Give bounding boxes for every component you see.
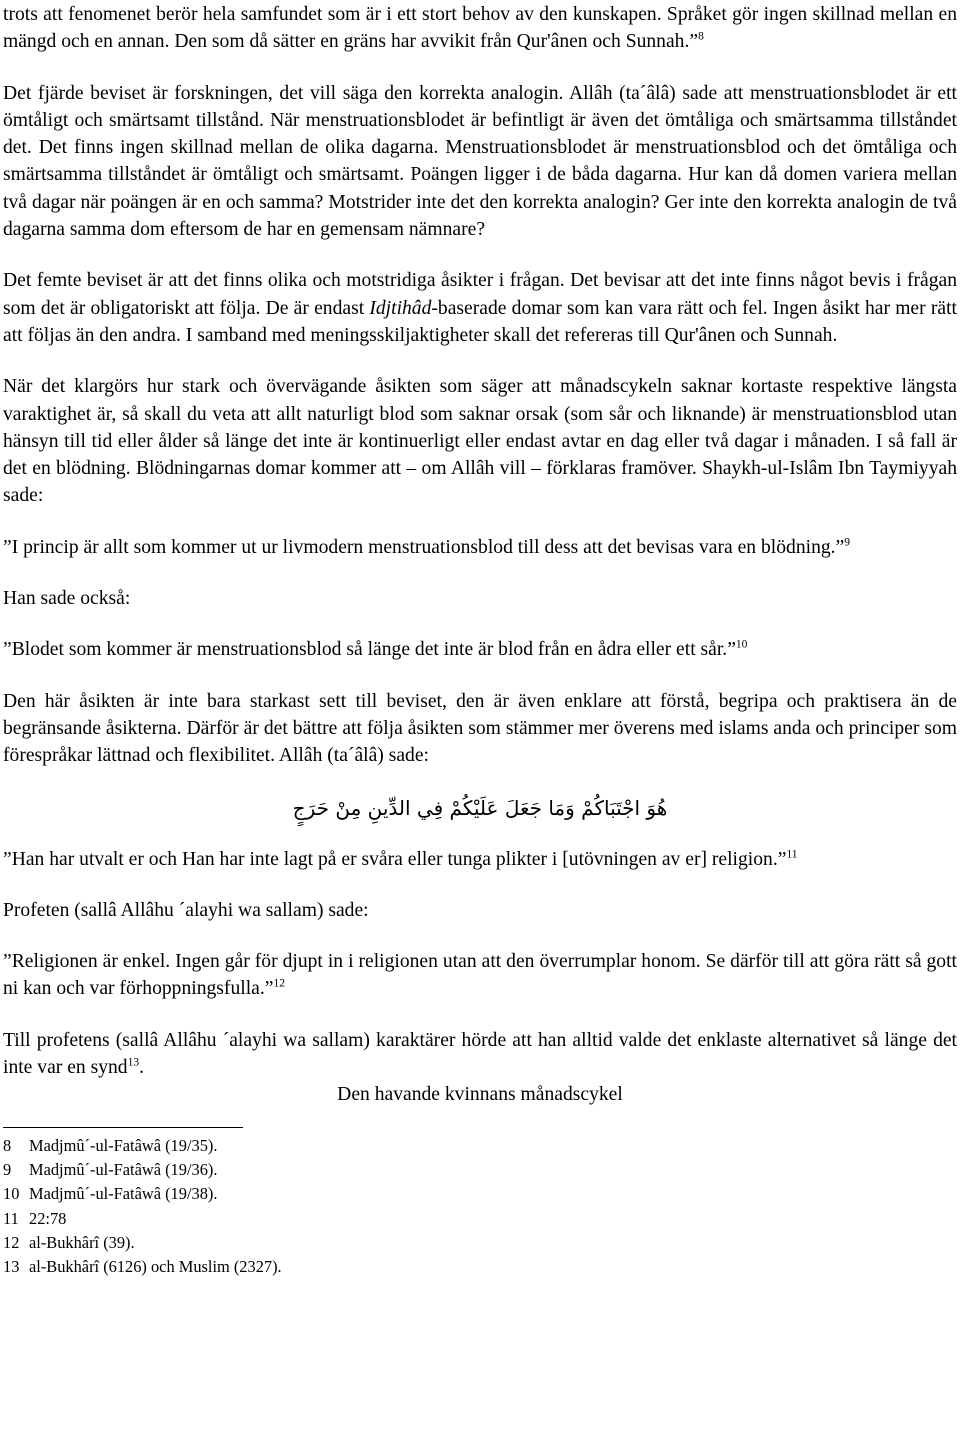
footnote-13: [3, 1255, 957, 1279]
paragraph-he-also-said: Han sade också:: [3, 588, 131, 610]
footnote-ref-11[interactable]: 11: [786, 848, 798, 860]
arabic-verse: هُوَ اجْتَبَاكُمْ وَمَا جَعَلَ عَلَيْكُمْ فِي الدِّينِ مِنْ حَرَجٍ: [292, 795, 668, 820]
footnote-number: 12: [3, 1232, 20, 1252]
footnote-text: 22:78: [29, 1208, 67, 1228]
running-title: Den havande kvinnans månadscykel: [337, 1084, 623, 1106]
paragraph-text: trots att fenomenet berör hela samfundet som är i ett stort behov av den kunskapen. Språket gör ingen skillnad mellan en mängd och en annan. Den som då sätter en gräns har avvikit från Qur'ânen och Sunnah.”: [3, 4, 957, 53]
footnote-number: 11: [3, 1208, 19, 1228]
italic-term: Idjtihâd: [369, 297, 432, 319]
footnote-number: 8: [3, 1135, 12, 1155]
paragraph-text: Det femte beviset är att det finns olika och motstridiga åsikter i frågan. Det bevisar att det inte finns något bevis i frågan som det är obligatoriskt att följa. De är endast: [3, 270, 957, 319]
footnote-10: [3, 1182, 957, 1206]
footnote-8: [3, 1134, 957, 1158]
quote-quran-translation: [3, 846, 957, 873]
paragraph-fifth-proof: [3, 267, 957, 349]
paragraph-language-limits: [3, 1, 957, 56]
footnote-text: Madjmû´-ul-Fatâwâ (19/35).: [29, 1135, 218, 1155]
footnote-text: al-Bukhârî (6126) och Muslim (2327).: [29, 1257, 282, 1277]
footnote-text: al-Bukhârî (39).: [29, 1232, 135, 1252]
footnote-number: 9: [3, 1159, 12, 1179]
quote-text: ”Religionen är enkel. Ingen går för djupt in i religionen utan att den överrumplar honom. Se därför till att göra rätt så gott ni kan och var förhoppningsfulla.”: [3, 951, 957, 1000]
quote-text: ”Han har utvalt er och Han har inte lagt på er svåra eller tunga plikter i [utövningen av er] religion.”: [3, 848, 787, 870]
footnote-number: 13: [3, 1257, 20, 1277]
paragraph-prophet-said: Profeten (sallâ Allâhu ´alayhi wa sallam) sade:: [3, 899, 369, 921]
paragraph-text: .: [139, 1057, 145, 1079]
quote-ibn-taymiyyah-2: [3, 636, 957, 663]
footnotes: [3, 1134, 957, 1280]
footnote-text: Madjmû´-ul-Fatâwâ (19/38).: [29, 1184, 218, 1204]
quote-ibn-taymiyyah-1: [3, 534, 957, 561]
footnote-ref-13[interactable]: 13: [127, 1056, 140, 1069]
quote-hadith: [3, 948, 957, 1003]
paragraph-strongest-opinion: Den här åsikten är inte bara starkast sett till beviset, den är även enklare att förstå, begripa och praktisera än de begränsande åsikterna. Därför är det bättre att följa åsikten som stämmer mer överens med islams anda och principer som förespråkar lättnad och flexibilitet. Allâh (ta´âlâ) sade:: [3, 690, 957, 767]
footnote-divider: [3, 1127, 243, 1128]
footnote-ref-10[interactable]: 10: [735, 638, 748, 651]
footnote-text: Madjmû´-ul-Fatâwâ (19/36).: [29, 1159, 218, 1179]
document-page: [3, 0, 957, 1279]
footnote-ref-12[interactable]: 12: [273, 977, 285, 990]
quote-text: ”Blodet som kommer är menstruationsblod så länge det inte är blod från en ådra eller ett sår.”: [3, 639, 736, 661]
footnote-ref-9[interactable]: 9: [844, 536, 851, 549]
footnote-9: [3, 1158, 957, 1182]
paragraph-text: Till profetens (sallâ Allâhu ´alayhi wa sallam) karaktärer hörde att han alltid valde det enklaste alternativet så länge det inte var en synd: [3, 1029, 957, 1079]
quote-text: ”I princip är allt som kommer ut ur livmodern menstruationsblod till dess att det bevisas vara en blödning.”: [3, 536, 845, 558]
footnote-12: [3, 1231, 957, 1255]
paragraph-text: -baserade domar som kan vara rätt och fel. Ingen åsikt har mer rätt att följas än den andra. I samband med meningsskiljaktigheter skall det refereras till Qur'ânen och Sunnah.: [3, 297, 957, 346]
paragraph-fourth-proof: Det fjärde beviset är forskningen, det vill säga den korrekta analogin. Allâh (ta´âlâ) sade att menstruationsblodet är ett ömtåligt och smärtsamt tillstånd. När menstruationsblodet är befintligt är även det ömtåliga och smärtsamma tillståndet det. Det finns ingen skillnad mellan de olika dagarna. Menstruationsblodet är menstruationsblod och det ömtåliga och smärtsamma tillståndet är ömtåligt och smärtsamt. Poängen ligger i de båda dagarna. Hur kan då domen variera mellan två dagar när poängen är en och samma? Motstrider inte det den korrekta analogin? Ger inte den korrekta analogin de två dagarna samma dom eftersom de har en gemensam nämnare?: [3, 82, 957, 241]
footnote-ref-8[interactable]: 8: [698, 30, 704, 43]
footnote-number: 10: [3, 1184, 20, 1204]
paragraph-conclusion: När det klargörs hur stark och övervägande åsikten som säger att månadscykeln saknar kortaste respektive längsta varaktighet är, så skall du veta att allt naturligt blod som saknar orsak (som sår och liknande) är menstruationsblod utan hänsyn till tid eller ålder så länge det inte är kontinuerligt eller endast avtar en dag eller två dagar i månaden. I så fall är det en blödning. Blödningarnas domar kommer att – om Allâh vill – förklaras framöver. Shaykh-ul-Islâm Ibn Taymiyyah sade:: [3, 376, 957, 507]
paragraph-prophet-character: [3, 1027, 957, 1082]
footnote-11: [3, 1207, 957, 1231]
